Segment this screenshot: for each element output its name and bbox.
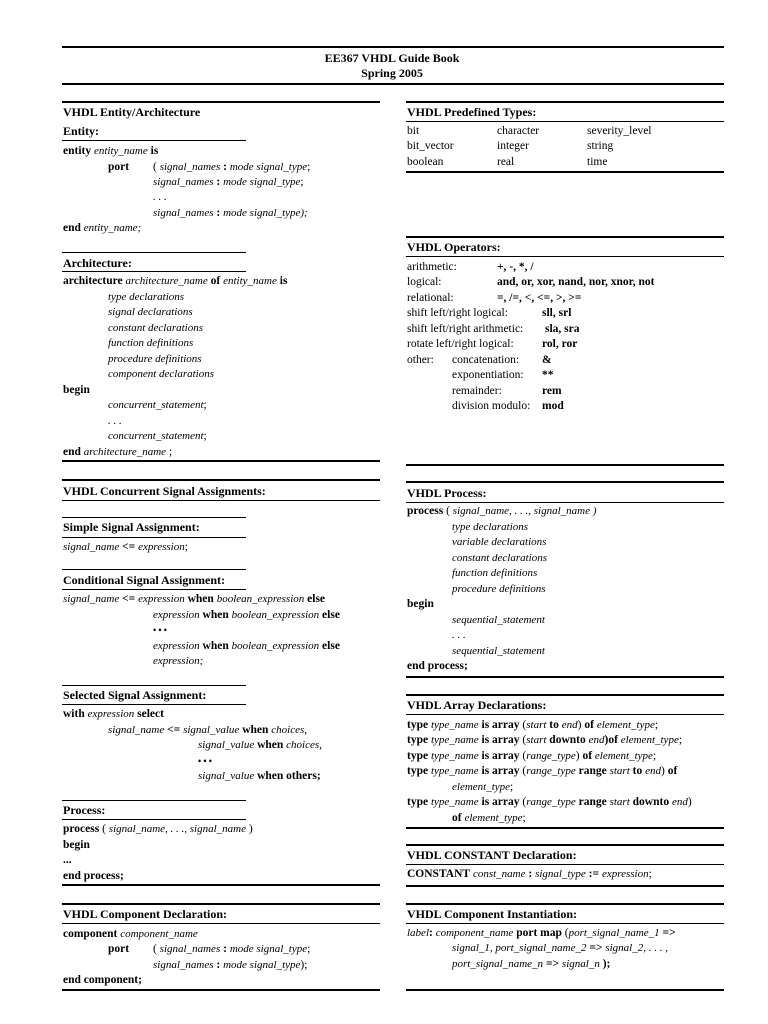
instantiation-line: signal_1, port_signal_name_2 => signal_2, . . . , xyxy=(452,942,668,954)
rule xyxy=(62,704,246,705)
operator-value: mod xyxy=(542,400,564,412)
operator-label: other: xyxy=(407,354,434,366)
constant-line: CONSTANT const_name : signal_type := expression; xyxy=(407,868,652,880)
rule xyxy=(406,481,724,483)
instantiation-heading: VHDL Component Instantiation: xyxy=(407,907,578,921)
type-cell: time xyxy=(587,156,608,168)
component-decl-heading: VHDL Component Declaration: xyxy=(63,907,227,921)
operators-heading: VHDL Operators: xyxy=(407,240,501,254)
rule xyxy=(406,714,724,715)
process-block-line: type declarations xyxy=(452,521,529,533)
array-line: type type_name is array (range_type range start downto end) xyxy=(407,796,692,808)
conditional-line: expression when boolean_expression else xyxy=(153,609,340,621)
array-line: type type_name is array (range_type) of element_type; xyxy=(407,750,657,762)
process-block-line: sequential_statement xyxy=(452,614,545,626)
arch-line: architecture architecture_name of entity_name is xyxy=(63,275,288,287)
rule xyxy=(62,500,380,501)
arch-line: component declarations xyxy=(108,368,215,380)
rule xyxy=(406,885,724,887)
operator-label: relational: xyxy=(407,292,454,304)
array-line: type type_name is array (start to end) of element_type; xyxy=(407,719,659,731)
rule xyxy=(62,479,380,481)
rule xyxy=(62,101,380,103)
operator-label: shift left/right logical: xyxy=(407,307,508,319)
component-line: port xyxy=(108,943,130,955)
operator-value: rem xyxy=(542,385,562,397)
operator-label: logical: xyxy=(407,276,442,288)
selected-line: signal_value when others; xyxy=(198,770,321,782)
rule xyxy=(62,271,246,272)
component-line: component component_name xyxy=(63,928,198,940)
rule xyxy=(406,864,724,865)
rule xyxy=(62,923,380,924)
page-subtitle: Spring 2005 xyxy=(361,66,423,80)
selected-line: • • • xyxy=(198,756,212,766)
entity-line: ( signal_names : mode signal_type; xyxy=(153,161,311,173)
entity-line: signal_names : mode signal_type); xyxy=(153,207,308,219)
process-block-line: begin xyxy=(407,598,434,610)
entity-subheading: Entity: xyxy=(63,124,99,138)
instantiation-line: label: component_name port map (port_signal_name_1 => xyxy=(407,927,676,939)
rule xyxy=(62,903,380,905)
arch-line: end architecture_name ; xyxy=(63,446,173,458)
process-heading: VHDL Process: xyxy=(407,486,487,500)
concurrent-heading: VHDL Concurrent Signal Assignments: xyxy=(63,484,266,498)
rule xyxy=(406,676,724,678)
conditional-line: expression; xyxy=(153,655,204,667)
rule xyxy=(406,121,724,122)
rule xyxy=(62,460,380,462)
type-cell: bit_vector xyxy=(407,140,454,152)
selected-subheading: Selected Signal Assignment: xyxy=(63,688,207,702)
page-title: EE367 VHDL Guide Book xyxy=(324,51,460,65)
rule xyxy=(62,800,246,801)
operator-value: sll, srl xyxy=(542,307,572,319)
operator-value: sla, sra xyxy=(545,323,580,335)
rule xyxy=(406,502,724,503)
type-cell: string xyxy=(587,140,614,152)
operator-value: +, -, *, / xyxy=(497,261,534,273)
process-line: process ( signal_name, . . ., signal_name ) xyxy=(63,823,253,835)
operator-label: remainder: xyxy=(452,385,502,397)
conditional-line: expression when boolean_expression else xyxy=(153,640,340,652)
process-block-line: end process; xyxy=(407,660,468,672)
arch-line: . . . xyxy=(108,415,122,427)
type-cell: bit xyxy=(407,125,420,137)
rule xyxy=(62,537,246,538)
rule xyxy=(406,694,724,696)
arch-line: concurrent_statement; xyxy=(108,399,207,411)
operator-value: ** xyxy=(542,369,554,381)
process-block-line: process ( signal_name, . . ., signal_name ) xyxy=(407,505,597,517)
rule xyxy=(62,517,246,518)
constant-heading: VHDL CONSTANT Declaration: xyxy=(407,848,577,862)
rule xyxy=(406,171,724,173)
process-block-line: function definitions xyxy=(452,567,538,579)
array-line: type type_name is array (range_type range start to end) of xyxy=(407,765,678,777)
rule xyxy=(62,884,380,886)
arch-line: constant declarations xyxy=(108,322,204,334)
process-block-line: constant declarations xyxy=(452,552,548,564)
arch-line: type declarations xyxy=(108,291,185,303)
rule xyxy=(62,589,246,590)
header-rule-bottom xyxy=(62,83,724,85)
arch-line: signal declarations xyxy=(108,306,193,318)
process-block-line: procedure definitions xyxy=(452,583,546,595)
entity-line: port xyxy=(108,161,130,173)
component-line: ( signal_names : mode signal_type; xyxy=(153,943,311,955)
operator-label: shift left/right arithmetic: xyxy=(407,323,524,335)
array-line: element_type; xyxy=(452,781,514,793)
rule xyxy=(62,252,246,253)
operator-label: concatenation: xyxy=(452,354,520,366)
rule xyxy=(406,923,724,924)
rule xyxy=(406,989,724,991)
process-line: begin xyxy=(63,839,90,851)
entity-arch-heading: VHDL Entity/Architecture xyxy=(63,105,201,119)
type-cell: severity_level xyxy=(587,125,652,137)
rule xyxy=(62,569,246,570)
rule xyxy=(62,819,246,820)
process-line: end process; xyxy=(63,870,124,882)
conditional-subheading: Conditional Signal Assignment: xyxy=(63,573,226,587)
arch-line: procedure definitions xyxy=(108,353,202,365)
simple-subheading: Simple Signal Assignment: xyxy=(63,520,200,534)
operator-value: and, or, xor, nand, nor, xnor, not xyxy=(497,276,655,288)
instantiation-line: port_signal_name_n => signal_n ); xyxy=(452,958,611,970)
selected-line: with expression select xyxy=(63,708,164,720)
selected-line: signal_value when choices, xyxy=(198,739,323,751)
operator-label: rotate left/right logical: xyxy=(407,338,514,350)
arch-line: concurrent_statement; xyxy=(108,430,207,442)
operator-value: =, /=, <, <=, >, >= xyxy=(497,292,582,304)
entity-line: . . . xyxy=(153,191,167,203)
rule xyxy=(406,827,724,829)
process-block-line: sequential_statement xyxy=(452,645,545,657)
type-cell: character xyxy=(497,125,540,137)
conditional-line: • • • xyxy=(153,625,167,635)
process-block-line: variable declarations xyxy=(452,536,547,548)
rule xyxy=(62,685,246,686)
rule xyxy=(406,236,724,238)
array-line: of element_type; xyxy=(452,812,526,824)
arch-line: begin xyxy=(63,384,90,396)
simple-assignment: signal_name <= expression; xyxy=(63,541,188,553)
array-heading: VHDL Array Declarations: xyxy=(407,698,547,712)
rule xyxy=(406,844,724,846)
process-subheading: Process: xyxy=(63,803,106,817)
rule xyxy=(406,464,724,466)
component-line: end component; xyxy=(63,974,142,986)
rule xyxy=(406,101,724,103)
array-line: type type_name is array (start downto end)of element_type; xyxy=(407,734,683,746)
type-cell: integer xyxy=(497,140,529,152)
rule xyxy=(62,989,380,991)
header-rule-top xyxy=(62,46,724,48)
process-block-line: . . . xyxy=(452,629,466,641)
conditional-line: signal_name <= expression when boolean_expression else xyxy=(63,593,326,605)
arch-line: function definitions xyxy=(108,337,194,349)
rule xyxy=(62,140,246,141)
rule xyxy=(406,256,724,257)
process-line: ... xyxy=(63,854,72,866)
operator-label: arithmetic: xyxy=(407,261,457,273)
types-heading: VHDL Predefined Types: xyxy=(407,105,537,119)
entity-line: end entity_name; xyxy=(63,222,142,234)
type-cell: boolean xyxy=(407,156,444,168)
operator-value: rol, ror xyxy=(542,338,578,350)
component-line: signal_names : mode signal_type); xyxy=(153,959,308,971)
entity-line: signal_names : mode signal_type; xyxy=(153,176,304,188)
entity-line: entity entity_name is xyxy=(63,145,159,157)
selected-line: signal_name <= signal_value when choices, xyxy=(108,724,308,736)
architecture-subheading: Architecture: xyxy=(63,256,132,270)
type-cell: real xyxy=(497,156,515,168)
operator-label: exponentiation: xyxy=(452,369,524,381)
operator-label: division modulo: xyxy=(452,400,531,412)
rule xyxy=(406,903,724,905)
operator-value: & xyxy=(542,354,552,366)
